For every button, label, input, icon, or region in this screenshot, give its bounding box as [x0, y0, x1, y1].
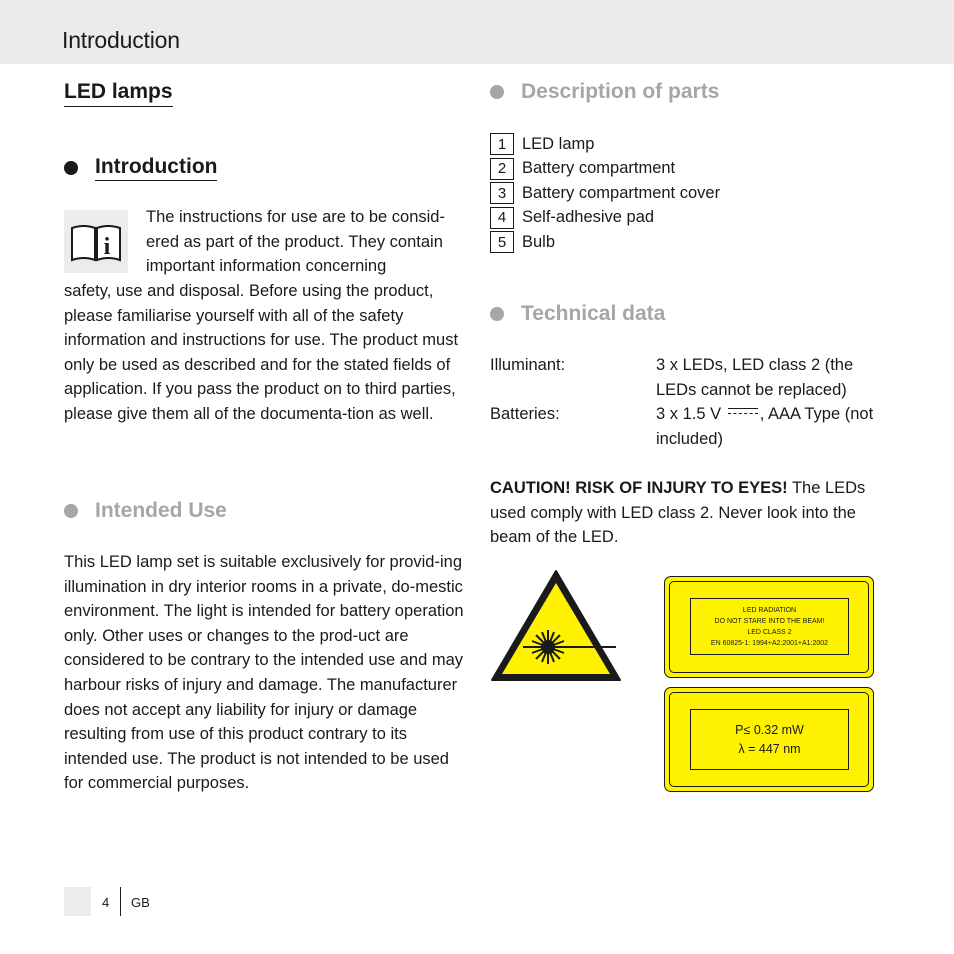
caution-paragraph: [490, 476, 892, 550]
info-book-icon: [64, 210, 128, 273]
bullet-icon: [490, 307, 504, 321]
battery-voltage: 3 x 1.5 V: [656, 405, 722, 424]
list-item: [490, 132, 720, 157]
technical-data-heading-text: Technical data: [521, 302, 666, 325]
page-number: 4: [102, 895, 110, 910]
label-line: LED RADIATION: [742, 606, 797, 614]
product-title: LED lamps: [64, 80, 173, 107]
table-row: [490, 353, 890, 402]
direct-current-icon: [728, 407, 758, 417]
laser-warning-icon: [489, 568, 623, 683]
part-label: Bulb: [522, 232, 556, 251]
intended-use-heading: [64, 499, 227, 523]
part-label: Self-adhesive pad: [522, 208, 655, 227]
technical-data-heading: [490, 302, 665, 326]
footer-box: [64, 887, 91, 916]
part-number: 4: [490, 207, 514, 229]
bullet-icon: [64, 504, 78, 518]
part-number: 1: [490, 133, 514, 155]
introduction-paragraph-b: safety, use and disposal. Before using the product, please familiarise yourself with all of the safety information and instructions for use. The product must only be used as described and for the stated fields of application. If you pass the product on to third parties, please give them all of the documenta-tion as well.: [64, 282, 459, 423]
label-line: EN 60825-1: 1994+A2:2001+A1:2002: [710, 639, 829, 647]
list-item: [490, 157, 720, 182]
intended-use-paragraph: This LED lamp set is suitable exclusively for provid-ing illumination in dry interior rooms in a private, do-mestic environment. The light is intended for battery operation only. Other uses or changes to the prod-uct are considered to be contrary to the intended use and may harbour risks of injury and damage. The manufacturer does not accept any liability for injury or damage resulting from use of this product contrary to its intended use. The product is not intended to be used for commercial purposes.: [64, 553, 464, 793]
tech-value: 3 x LEDs, LED class 2 (the LEDs cannot be replaced): [656, 356, 854, 399]
label-line: P≤ 0.32 mW: [735, 722, 804, 737]
bullet-icon: [64, 161, 78, 175]
list-item: [490, 230, 720, 255]
list-item: [490, 206, 720, 231]
intended-use-heading-text: Intended Use: [95, 499, 227, 522]
battery-type: , AAA Type (not included): [656, 405, 874, 448]
label-line: LED CLASS 2: [747, 628, 792, 636]
footer-divider: [120, 887, 121, 916]
part-number: 3: [490, 182, 514, 204]
caution-title: CAUTION! RISK OF INJURY TO EYES!: [490, 479, 788, 497]
led-radiation-label: [664, 576, 874, 678]
introduction-heading: [64, 155, 217, 181]
parts-heading-text: Description of parts: [521, 80, 720, 103]
power-wavelength-label: [664, 687, 874, 792]
part-label: LED lamp: [522, 134, 595, 153]
part-number: 5: [490, 231, 514, 253]
tech-value: [656, 402, 890, 451]
tech-key: Illuminant:: [490, 356, 566, 374]
list-item: [490, 181, 720, 206]
tech-key: Batteries:: [490, 405, 560, 424]
svg-text:i: i: [103, 234, 111, 260]
parts-heading: [490, 80, 719, 104]
part-label: Battery compartment cover: [522, 183, 721, 202]
part-label: Battery compartment: [522, 159, 676, 178]
page-title: Introduction: [62, 27, 180, 53]
parts-list: [490, 132, 720, 255]
bullet-icon: [490, 85, 504, 99]
language-code: GB: [131, 895, 150, 910]
caution-text: The LEDs used comply with LED class 2. Never look into the beam of the LED.: [490, 479, 866, 547]
introduction-heading-text: Introduction: [95, 155, 217, 181]
part-number: 2: [490, 158, 514, 180]
label-line: λ = 447 nm: [738, 741, 801, 756]
introduction-paragraph-a: The instructions for use are to be consid-ered as part of the product. They contain important information concerning: [146, 208, 445, 276]
technical-data-table: [490, 353, 890, 451]
table-row: [490, 402, 890, 451]
label-line: DO NOT STARE INTO THE BEAM!: [714, 617, 825, 625]
